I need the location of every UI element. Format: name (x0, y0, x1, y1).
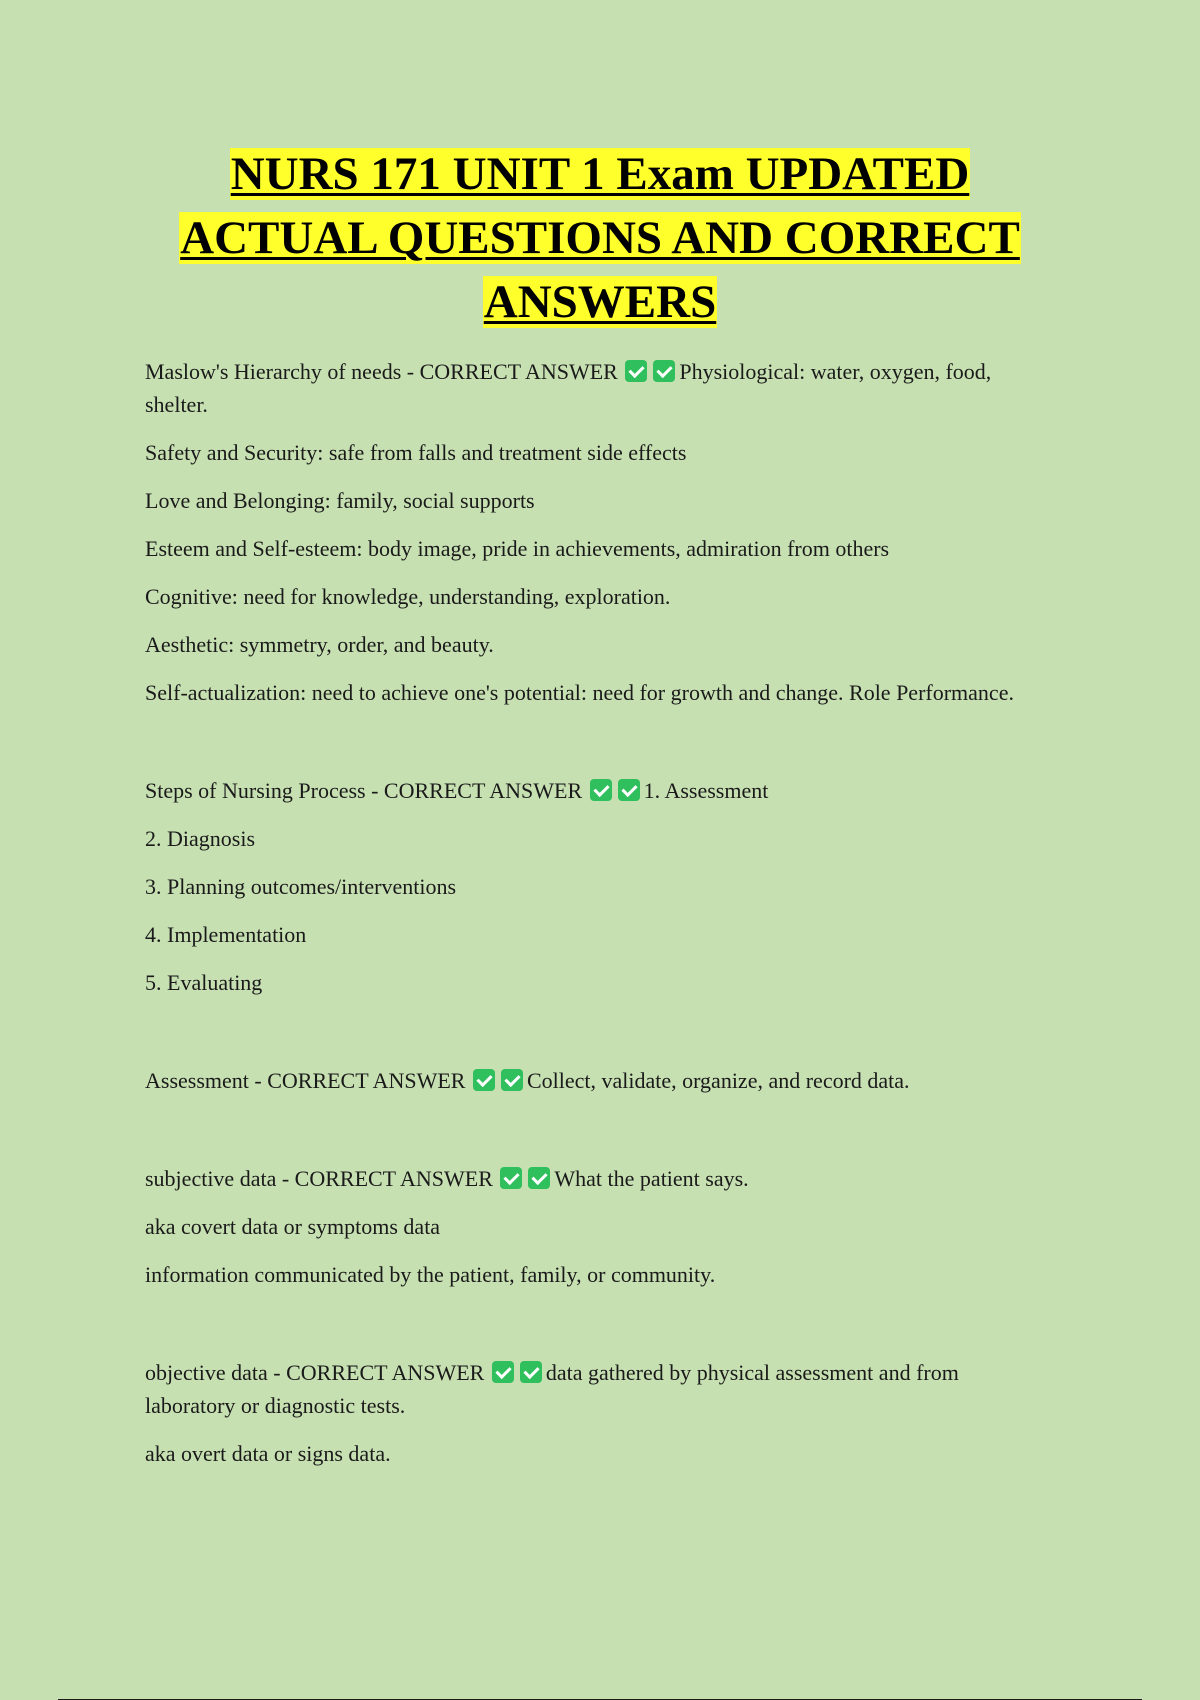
answer-line: information communicated by the patient, family, or community. (145, 1262, 716, 1287)
answer-line: aka overt data or signs data. (145, 1441, 391, 1466)
answer-line: Esteem and Self-esteem: body image, pride in achievements, admiration from others (145, 536, 890, 561)
answer-line: Safety and Security: safe from falls and treatment side effects (145, 440, 687, 465)
document-body (145, 355, 1050, 1485)
answer-line: aka covert data or symptoms data (145, 1214, 441, 1239)
answer-line: Aesthetic: symmetry, order, and beauty. (145, 632, 494, 657)
check-icon (473, 1069, 495, 1091)
check-icon (590, 779, 612, 801)
answer-line: Self-actualization: need to achieve one's potential: need for growth and change. Role Performance. (145, 680, 1014, 705)
title-line-3: ANSWERS (483, 276, 717, 328)
answer-line: 4. Implementation (145, 922, 307, 947)
title-line-1: NURS 171 UNIT 1 Exam UPDATED (230, 148, 970, 200)
answer-line: 3. Planning outcomes/interventions (145, 874, 457, 899)
answer-line: Cognitive: need for knowledge, understanding, exploration. (145, 584, 671, 609)
answer-line: 5. Evaluating (145, 970, 263, 995)
section-spacer (145, 1014, 1050, 1064)
document-title (100, 142, 1100, 334)
check-icon (501, 1069, 523, 1091)
qa-heading: Assessment - CORRECT ANSWER Collect, validate, organize, and record data. (145, 1068, 910, 1093)
check-icon (500, 1167, 522, 1189)
section-spacer (145, 724, 1050, 774)
qa-heading: Steps of Nursing Process - CORRECT ANSWER 1. Assessment (145, 778, 769, 803)
answer-line: 2. Diagnosis (145, 826, 255, 851)
check-icon (653, 360, 675, 382)
answer-line: Love and Belonging: family, social supports (145, 488, 535, 513)
qa-heading: objective data - CORRECT ANSWER data gathered by physical assessment and from laboratory or diagnostic tests. (145, 1360, 959, 1418)
section-spacer (145, 1306, 1050, 1356)
section-spacer (145, 1112, 1050, 1162)
check-icon (492, 1361, 514, 1383)
check-icon (520, 1361, 542, 1383)
check-icon (625, 360, 647, 382)
title-line-2: ACTUAL QUESTIONS AND CORRECT (180, 212, 1020, 264)
qa-heading: Maslow's Hierarchy of needs - CORRECT ANSWER Physiological: water, oxygen, food, shelter. (145, 359, 992, 417)
check-icon (528, 1167, 550, 1189)
check-icon (618, 779, 640, 801)
qa-heading: subjective data - CORRECT ANSWER What the patient says. (145, 1166, 749, 1191)
